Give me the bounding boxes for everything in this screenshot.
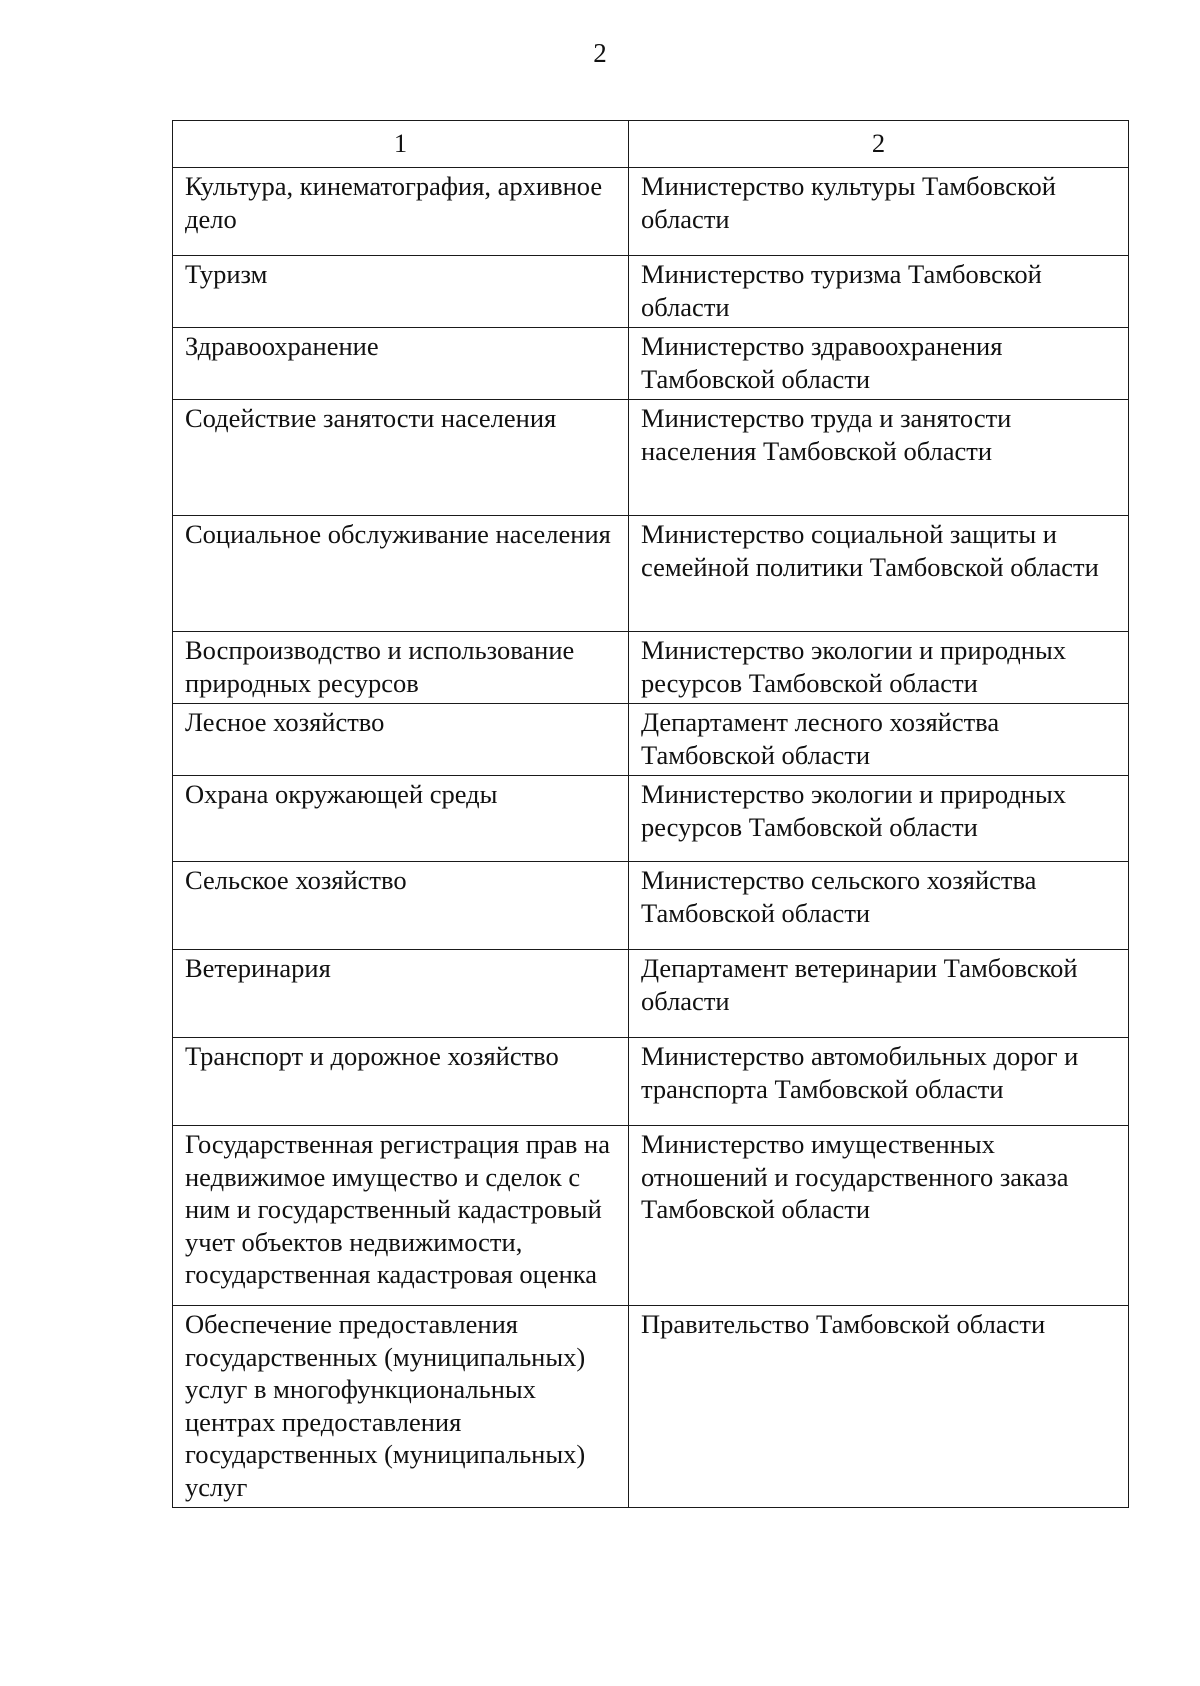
area-cell: Транспорт и дорожное хозяйство <box>173 1038 629 1126</box>
authority-cell: Департамент лесного хозяйства Тамбовской области <box>629 704 1129 776</box>
area-cell: Сельское хозяйство <box>173 862 629 950</box>
authority-cell: Министерство социальной защиты и семейной политики Тамбовской области <box>629 516 1129 632</box>
table-row <box>173 704 1129 776</box>
area-cell: Государственная регистрация прав на недвижимое имущество и сделок с ним и государственный кадастровый учет объектов недвижимости, государственная кадастровая оценка <box>173 1126 629 1306</box>
authority-cell: Министерство здравоохранения Тамбовской области <box>629 328 1129 400</box>
authority-cell: Министерство культуры Тамбовской области <box>629 168 1129 256</box>
area-cell: Содействие занятости населения <box>173 400 629 516</box>
authority-cell: Министерство труда и занятости населения Тамбовской области <box>629 400 1129 516</box>
authority-cell: Министерство экологии и природных ресурсов Тамбовской области <box>629 632 1129 704</box>
table-row <box>173 1306 1129 1508</box>
authority-cell: Министерство туризма Тамбовской области <box>629 256 1129 328</box>
responsibility-table <box>172 120 1129 1508</box>
page-number: 2 <box>593 38 607 68</box>
area-cell: Культура, кинематография, архивное дело <box>173 168 629 256</box>
authority-cell: Министерство экологии и природных ресурсов Тамбовской области <box>629 776 1129 862</box>
authority-cell: Министерство сельского хозяйства Тамбовской области <box>629 862 1129 950</box>
area-cell: Здравоохранение <box>173 328 629 400</box>
area-cell: Социальное обслуживание населения <box>173 516 629 632</box>
area-cell: Охрана окружающей среды <box>173 776 629 862</box>
column-header-1: 1 <box>173 121 629 168</box>
authority-cell: Министерство автомобильных дорог и транспорта Тамбовской области <box>629 1038 1129 1126</box>
area-cell: Лесное хозяйство <box>173 704 629 776</box>
table-row <box>173 950 1129 1038</box>
area-cell: Туризм <box>173 256 629 328</box>
table-row <box>173 1038 1129 1126</box>
table-row <box>173 1126 1129 1306</box>
authority-cell: Министерство имущественных отношений и государственного заказа Тамбовской области <box>629 1126 1129 1306</box>
table-row <box>173 168 1129 256</box>
table-row <box>173 516 1129 632</box>
area-cell: Воспроизводство и использование природных ресурсов <box>173 632 629 704</box>
column-header-2: 2 <box>629 121 1129 168</box>
table-row <box>173 256 1129 328</box>
authority-cell: Департамент ветеринарии Тамбовской области <box>629 950 1129 1038</box>
area-cell: Ветеринария <box>173 950 629 1038</box>
table-row <box>173 776 1129 862</box>
table-row <box>173 632 1129 704</box>
table-row <box>173 400 1129 516</box>
table-row <box>173 328 1129 400</box>
area-cell: Обеспечение предоставления государственных (муниципальных) услуг в многофункциональных центрах предоставления государственных (муниципальных) услуг <box>173 1306 629 1508</box>
table-header-row <box>173 121 1129 168</box>
authority-cell: Правительство Тамбовской области <box>629 1306 1129 1508</box>
table-row <box>173 862 1129 950</box>
